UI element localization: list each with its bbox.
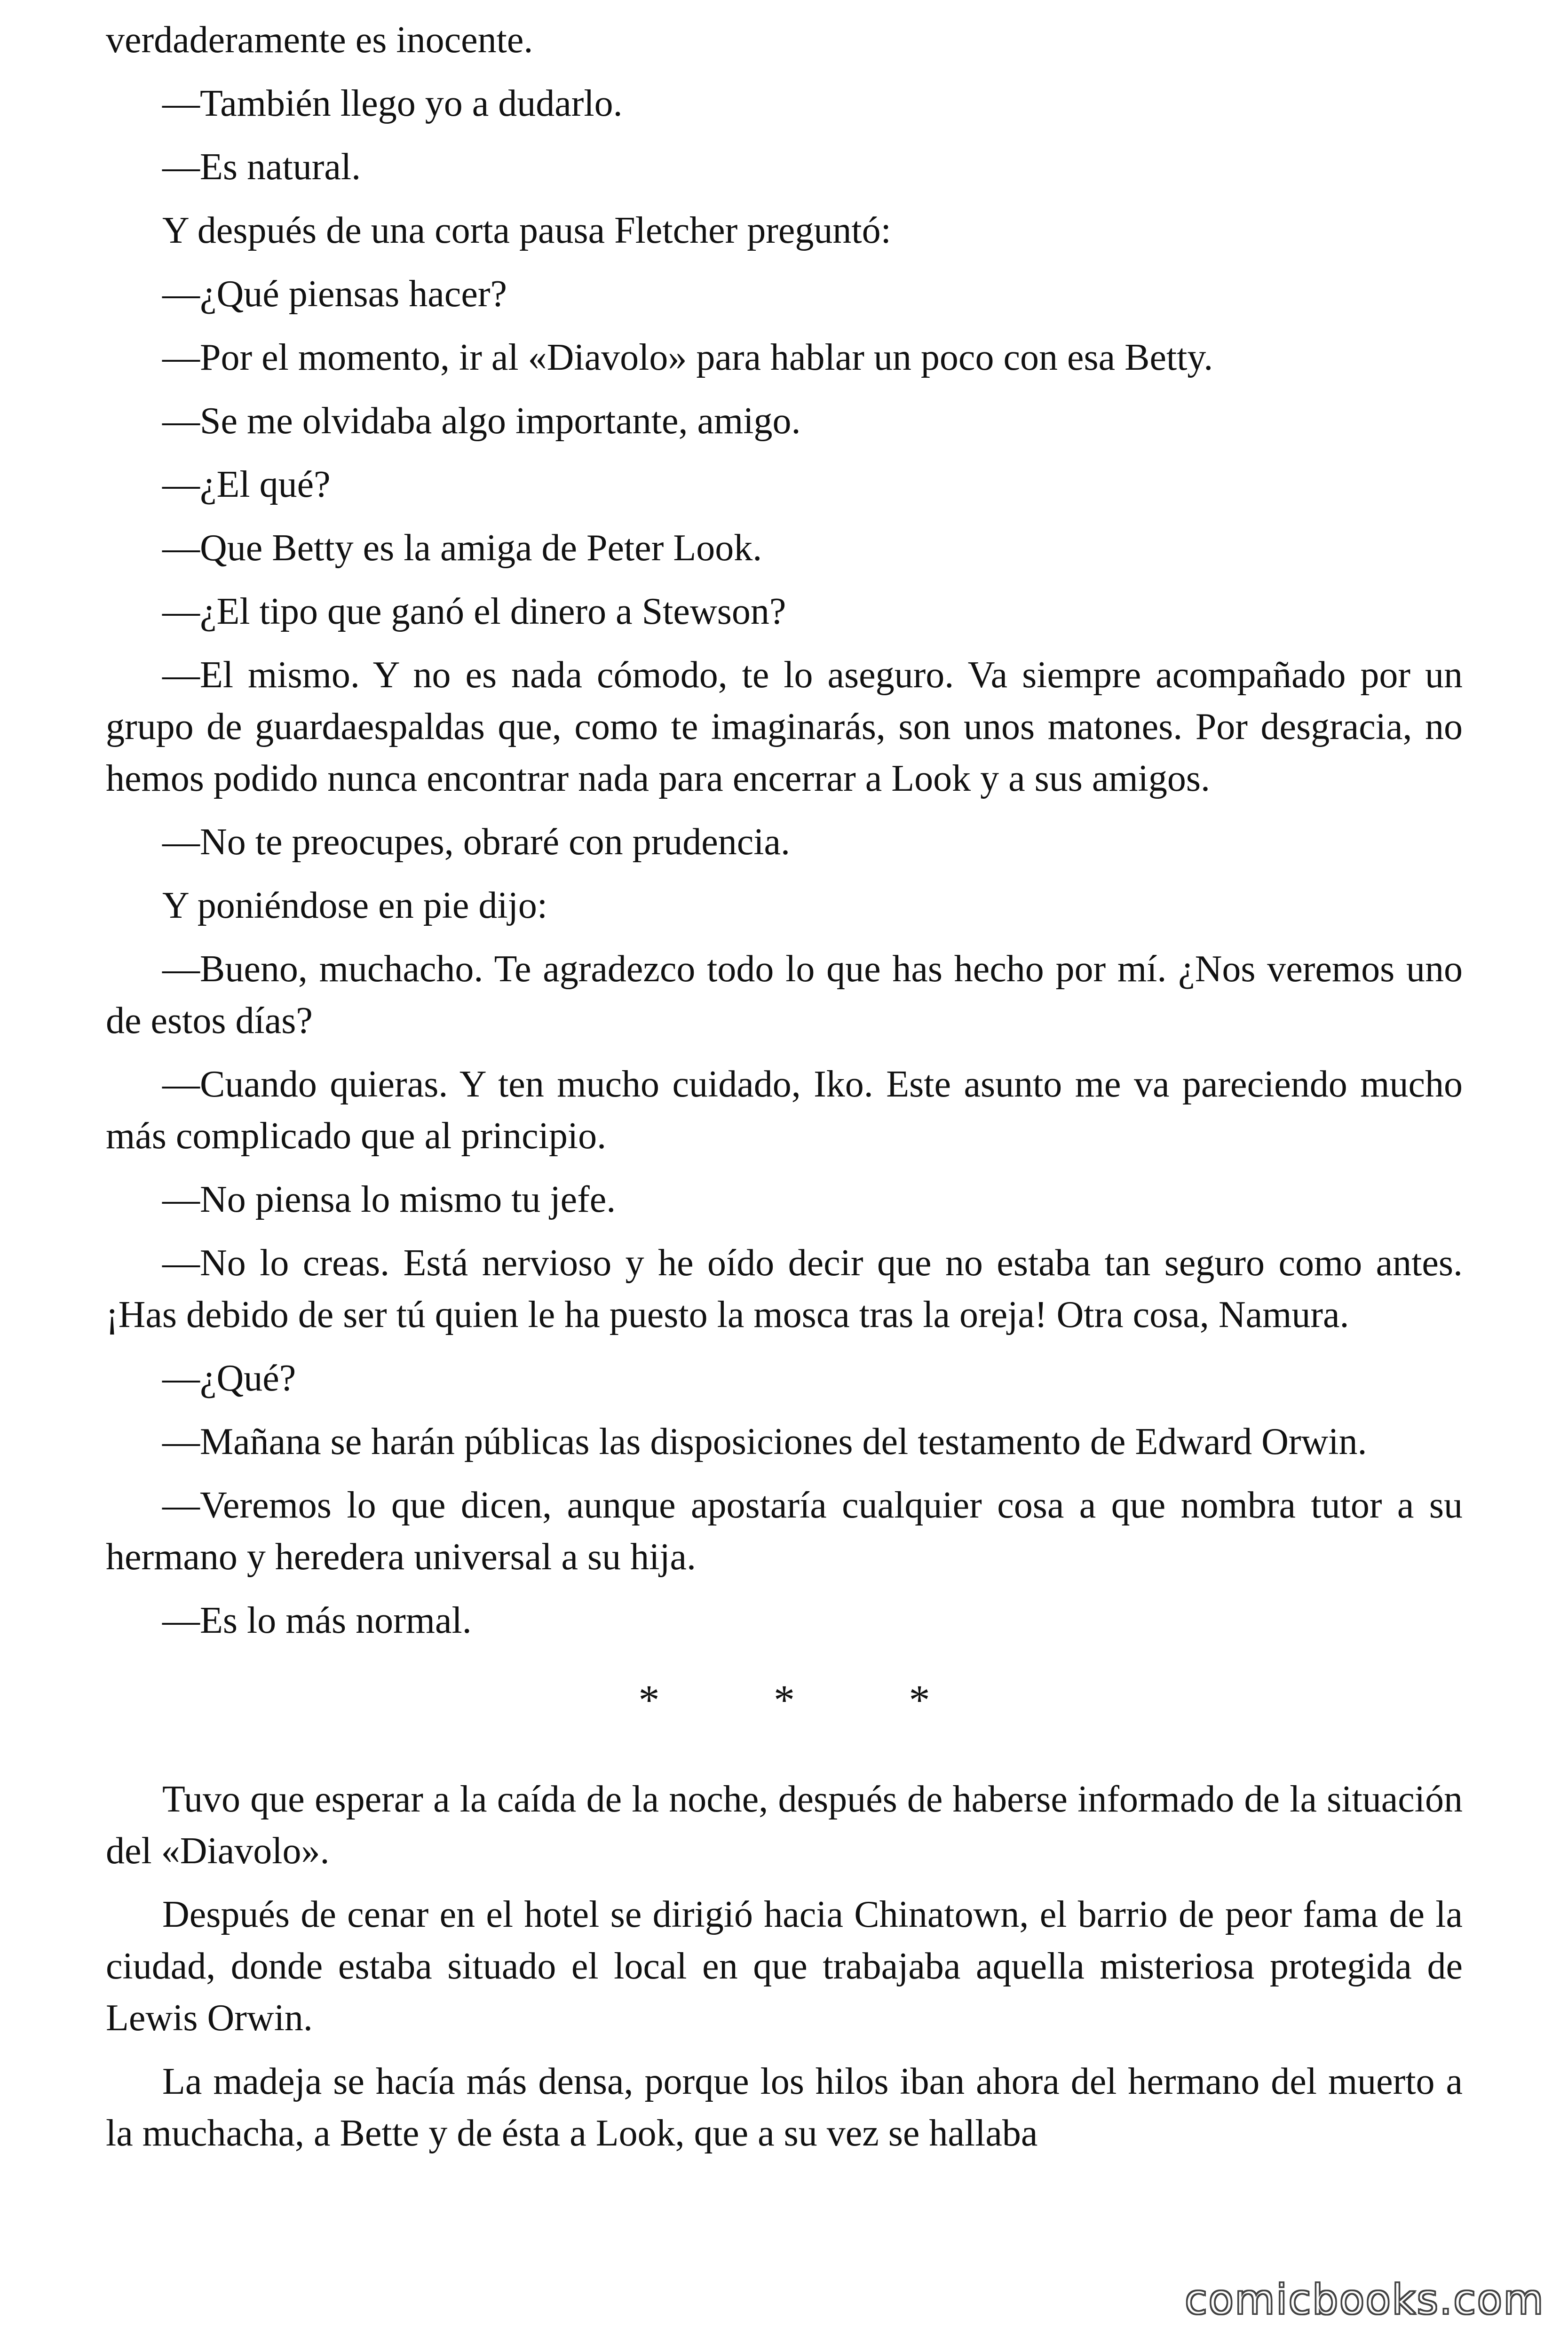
- paragraph: —Por el momento, ir al «Diavolo» para hablar un poco con esa Betty.: [162, 337, 1213, 378]
- section-separator: * * *: [638, 1677, 982, 1724]
- paragraph: —¿El qué?: [162, 464, 331, 505]
- paragraph: Después de cenar en el hotel se dirigió hacia Chinatown, el barrio de peor fama de la ciudad, donde estaba situado el local en que trabajaba aquella misteriosa protegida de Lewis Orwin.: [106, 1894, 1463, 2039]
- paragraph: —Bueno, muchacho. Te agradezco todo lo que has hecho por mí. ¿Nos veremos uno de estos días?: [106, 948, 1463, 1041]
- paragraph: —Cuando quieras. Y ten mucho cuidado, Iko. Este asunto me va pareciendo mucho más complicado que al principio.: [106, 1064, 1463, 1157]
- paragraph: —Es natural.: [162, 146, 361, 188]
- paragraph: —Veremos lo que dicen, aunque apostaría cualquier cosa a que nombra tutor a su hermano y heredera universal a su hija.: [106, 1485, 1463, 1578]
- paragraph: —El mismo. Y no es nada cómodo, te lo aseguro. Va siempre acompañado por un grupo de guardaespaldas que, como te imaginarás, son unos matones. Por desgracia, no hemos podido nunca encontrar nada para encerrar a Look y a sus amigos.: [106, 654, 1463, 799]
- paragraph: —¿Qué piensas hacer?: [162, 273, 507, 315]
- paragraph: —No te preocupes, obraré con prudencia.: [162, 821, 790, 863]
- paragraph: —No lo creas. Está nervioso y he oído decir que no estaba tan seguro como antes. ¡Has debido de ser tú quien le ha puesto la mosca tras la oreja! Otra cosa, Namura.: [106, 1242, 1463, 1335]
- paragraph: —¿Qué?: [162, 1358, 296, 1399]
- paragraph: —Es lo más normal.: [162, 1600, 472, 1641]
- paragraph: Tuvo que esperar a la caída de la noche, después de haberse informado de la situación del «Diavolo».: [106, 1779, 1463, 1872]
- paragraph: —No piensa lo mismo tu jefe.: [162, 1179, 616, 1220]
- paragraph: —Que Betty es la amiga de Peter Look.: [162, 527, 762, 569]
- book-page: [106, 14, 1463, 2171]
- paragraph: Y después de una corta pausa Fletcher preguntó:: [162, 210, 891, 251]
- paragraph: —Mañana se harán públicas las disposiciones del testamento de Edward Orwin.: [162, 1421, 1367, 1462]
- paragraph: Y poniéndose en pie dijo:: [162, 885, 548, 926]
- watermark: comicbooks.com: [1184, 2275, 1544, 2324]
- paragraph: verdaderamente es inocente.: [106, 19, 533, 61]
- paragraph: —¿El tipo que ganó el dinero a Stewson?: [162, 591, 786, 632]
- paragraph: La madeja se hacía más densa, porque los hilos iban ahora del hermano del muerto a la muchacha, a Bette y de ésta a Look, que a su vez se hallaba: [106, 2061, 1463, 2154]
- paragraph: —También llego yo a dudarlo.: [162, 83, 623, 124]
- paragraph: —Se me olvidaba algo importante, amigo.: [162, 400, 801, 442]
